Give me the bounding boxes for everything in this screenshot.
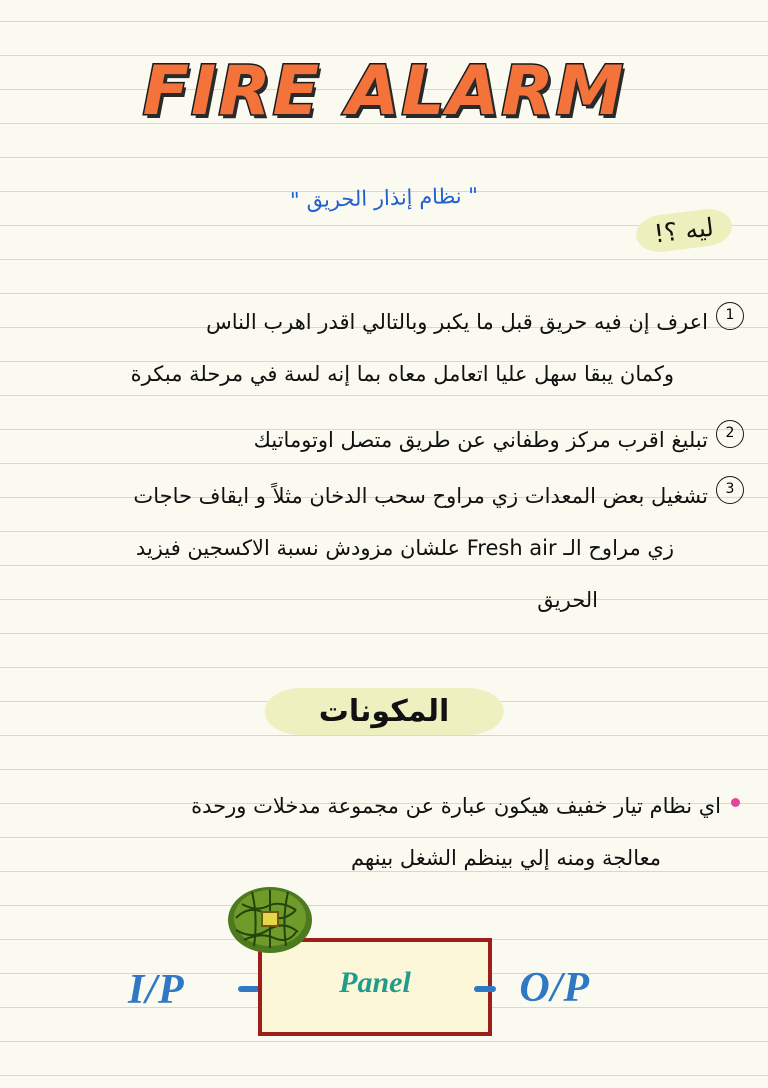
list-item-body bbox=[24, 470, 708, 626]
list-item bbox=[24, 414, 744, 466]
list-item bbox=[24, 470, 744, 626]
components-paragraph bbox=[24, 780, 740, 884]
bullet-dot bbox=[731, 798, 740, 807]
reason-line: اعرف إن فيه حريق قبل ما يكبر وبالتالي اقدر اهرب الناس bbox=[206, 310, 708, 334]
reason-line: وكمان يبقا سهل عليا اتعامل معاه بما إنه لسة في مرحلة مبكرة bbox=[130, 362, 674, 386]
components-line: معالجة ومنه إلي بينظم الشغل بينهم bbox=[351, 846, 661, 870]
why-badge: ليه ؟! bbox=[634, 206, 734, 254]
brain-icon bbox=[222, 880, 318, 958]
reason-line: زي مراوح الـ Fresh air علشان مزودش نسبة الاكسجين فيزيد bbox=[135, 536, 674, 560]
page-title: FIRE ALARM bbox=[142, 52, 626, 131]
reason-line: تشغيل بعض المعدات زي مراوح سحب الدخان مثلاً و ايقاف حاجات bbox=[133, 484, 708, 508]
reasons-list bbox=[24, 296, 744, 630]
reason-line: الحريق bbox=[537, 588, 598, 612]
components-text bbox=[24, 780, 721, 884]
list-number: 1 bbox=[716, 302, 744, 330]
output-label: O/P bbox=[519, 965, 590, 1011]
reason-line: تبليغ اقرب مركز وطفاني عن طريق متصل اوتوماتيك bbox=[253, 428, 708, 452]
page-subtitle: " نظام إنذار الحريق " bbox=[289, 183, 479, 213]
input-connector-line bbox=[238, 986, 260, 992]
components-heading: المكونات bbox=[265, 688, 504, 735]
system-diagram bbox=[0, 914, 768, 1044]
panel-label: Panel bbox=[339, 966, 411, 999]
output-connector-line bbox=[474, 986, 496, 992]
list-item bbox=[24, 296, 744, 400]
input-label: I/P bbox=[128, 967, 185, 1013]
list-number: 2 bbox=[716, 420, 744, 448]
list-item-body bbox=[24, 296, 708, 400]
list-item-body bbox=[24, 414, 708, 466]
components-line: اي نظام تيار خفيف هيكون عبارة عن مجموعة مدخلات ورحدة bbox=[191, 794, 721, 818]
list-number: 3 bbox=[716, 476, 744, 504]
